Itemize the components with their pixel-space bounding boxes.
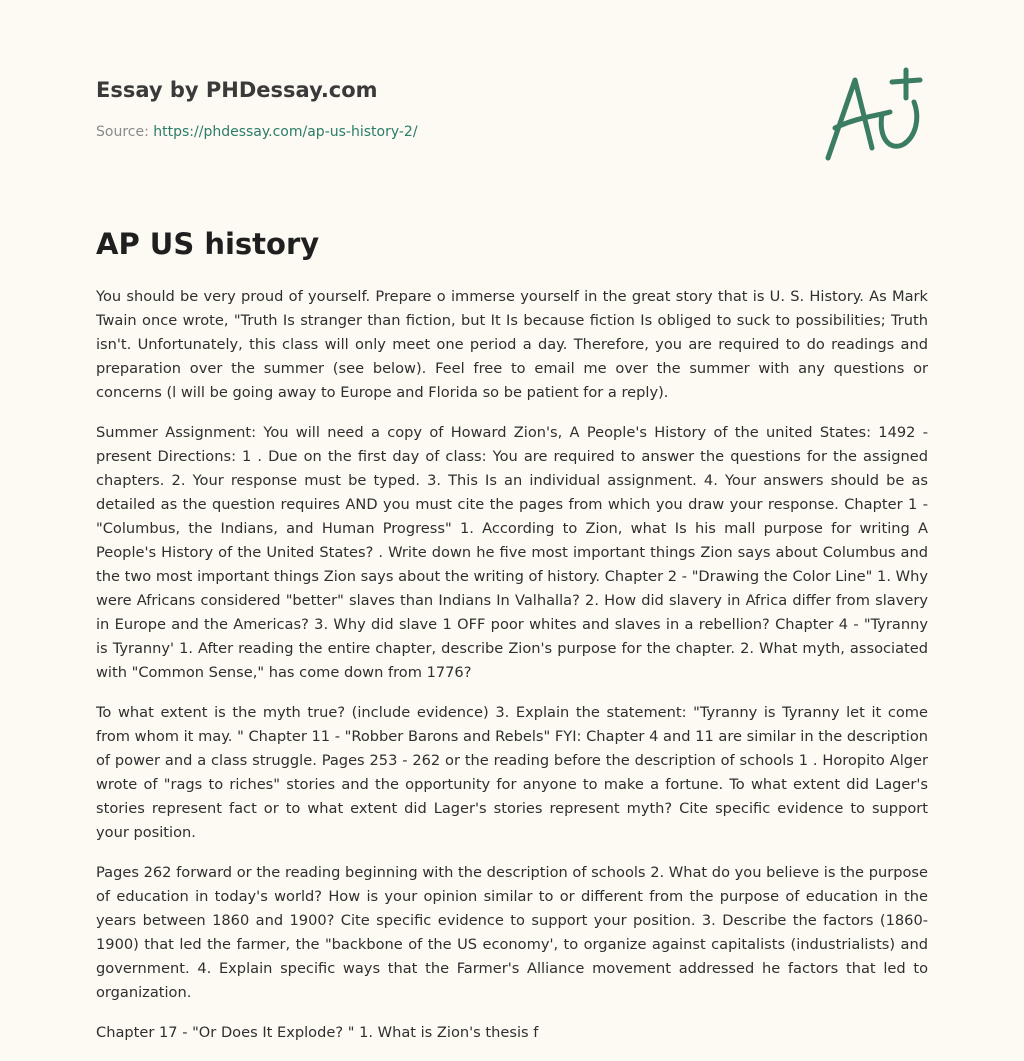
paragraph: Pages 262 forward or the reading beginning with the description of schools 2. What do you believe is the purpose of education in today's world? How is your opinion similar to or different from the purpose of education in the years between 1860 and 1900? Cite specific evidence to support your position. 3. Describe the factors (1860- 1900) that led the farmer, the "backbone of the US economy', to organize against capitalists (industrialists) and government. 4. Explain specific ways that the Farmer's Alliance movement addressed he factors that led to organization.: [96, 864, 928, 1001]
paragraph: To what extent is the myth true? (include evidence) 3. Explain the statement: "Tyranny is Tyranny let it come from whom it may. " Chapter 11 - "Robber Barons and Rebels" FYI: Chapter 4 and 11 are similar in the description of power and a class struggle. Pages 253 - 262 or the reading before the description of schools 1 . Horopito Alger wrote of "rags to riches" stories and the opportunity for anyone to make a fortune. To what extent did Lager's stories represent fact or to what extent did Lager's stories represent myth? Cite specific evidence to support your position.: [96, 704, 928, 841]
document-title: AP US history: [96, 227, 320, 261]
source-label: Source:: [96, 124, 149, 140]
source-line: [96, 122, 696, 142]
source-link[interactable]: https://phdessay.com/ap-us-history-2/: [153, 124, 418, 140]
paragraph: Chapter 17 - "Or Does It Explode? " 1. What is Zion's thesis f: [96, 1024, 539, 1041]
paragraph: Summer Assignment: You will need a copy of Howard Zion's, A People's History of the united States: 1492 - present Directions: 1 . Due on the first day of class: You are required to answer the questions for the assigned chapters. 2. Your response must be typed. 3. This Is an individual assignment. 4. Your answers should be as detailed as the question requires AND you must cite the pages from which you draw your response. Chapter 1 - "Columbus, the Indians, and Human Progress" 1. According to Zion, what Is his mall purpose for writing A People's History of the United States? . Write down he five most important things Zion says about Columbus and the two most important things Zion says about the writing of history. Chapter 2 - "Drawing the Color Line" 1. Why were Africans considered "better" slaves than Indians In Valhalla? 2. How did slavery in Africa differ from slavery in Europe and the Americas? 3. Why did slave 1 OFF poor whites and slaves in a rebellion? Chapter 4 - "Tyranny is Tyranny' 1. After reading the entire chapter, describe Zion's purpose for the chapter. 2. What myth, associated with "Common Sense," has come down from 1776?: [96, 424, 928, 681]
essay-body: [96, 285, 928, 1061]
a-plus-logo-icon: [820, 66, 930, 166]
essay-header: [96, 72, 696, 142]
paragraph: You should be very proud of yourself. Prepare o immerse yourself in the great story that is U. S. History. As Mark Twain once wrote, "Truth Is stranger than fiction, but It Is because fiction Is obliged to suck to possibilities; Truth isn't. Unfortunately, this class will only meet one period a day. Therefore, you are required to do readings and preparation over the summer (see below). Feel free to email me over the summer with any questions or concerns (l will be going away to Europe and Florida so be patient for a reply).: [96, 288, 928, 401]
site-title: Essay by PHDessay.com: [96, 78, 378, 102]
